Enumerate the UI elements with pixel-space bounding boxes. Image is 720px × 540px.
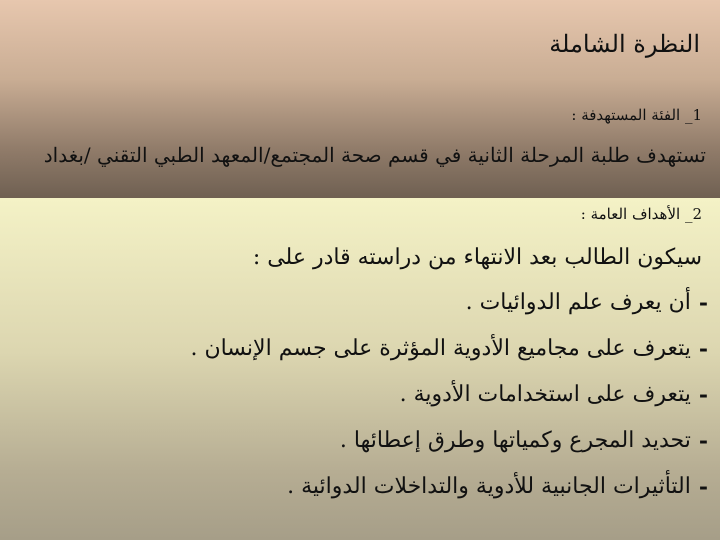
- list-item: [190, 428, 708, 474]
- list-item-text: أن يعرف علم الدوائيات .: [465, 290, 691, 315]
- objectives-list: [190, 290, 708, 520]
- target-group-text: تستهدف طلبة المرحلة الثانية في قسم صحة المجتمع/المعهد الطبي التقني /بغداد: [43, 143, 706, 167]
- list-item: [190, 336, 708, 382]
- list-item: [190, 382, 708, 428]
- bullet-dash: -: [698, 290, 708, 316]
- bullet-dash: -: [698, 428, 708, 454]
- objectives-intro: سيكون الطالب بعد الانتهاء من دراسته قادر على :: [252, 245, 702, 270]
- list-item-text: يتعرف على مجاميع الأدوية المؤثرة على جسم الإنسان .: [190, 336, 691, 361]
- general-objectives-heading: 2_ الأهداف العامة :: [580, 205, 702, 223]
- slide-title: النظرة الشاملة: [549, 30, 700, 58]
- bullet-dash: -: [698, 382, 708, 408]
- list-item: [190, 290, 708, 336]
- bullet-dash: -: [698, 474, 708, 500]
- target-group-heading: 1_ الفئة المستهدفة :: [571, 106, 702, 124]
- list-item-text: التأثيرات الجانبية للأدوية والتداخلات الدوائية .: [287, 474, 691, 499]
- list-item-text: يتعرف على استخدامات الأدوية .: [399, 382, 691, 407]
- list-item-text: تحديد المجرع وكمياتها وطرق إعطائها .: [339, 428, 691, 453]
- bullet-dash: -: [698, 336, 708, 362]
- list-item: [190, 474, 708, 520]
